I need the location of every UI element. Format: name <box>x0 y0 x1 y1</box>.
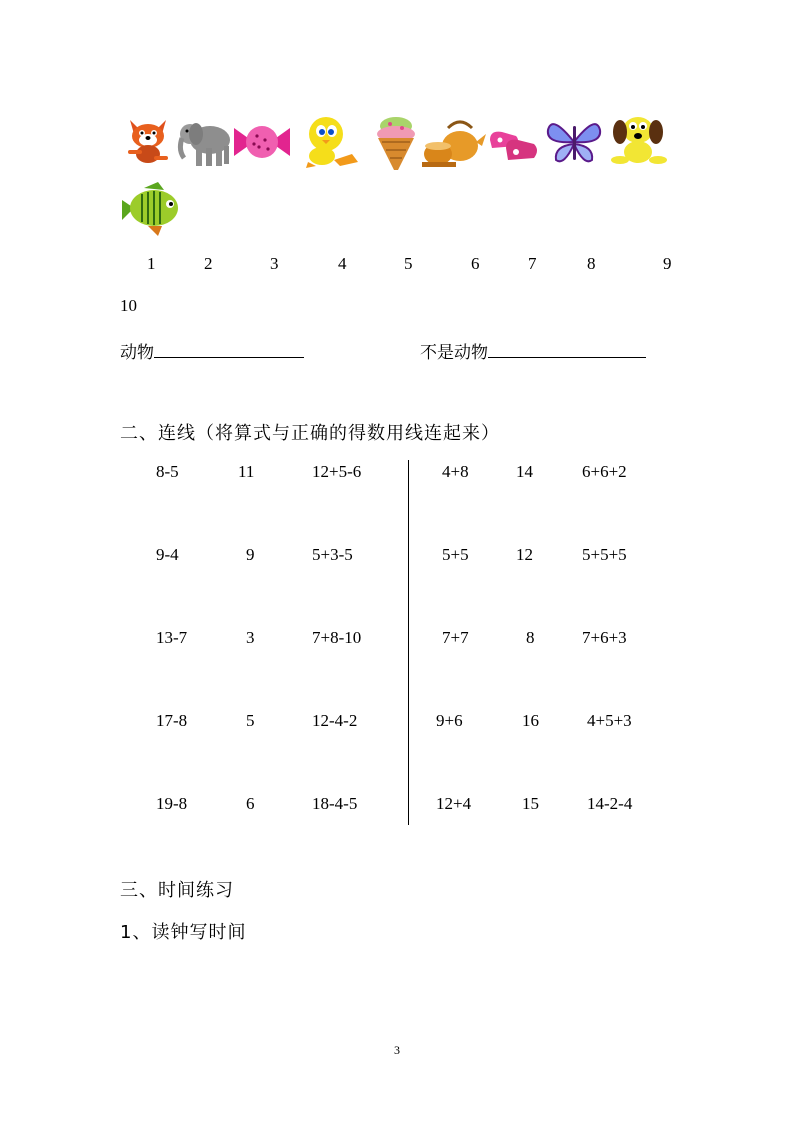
picture-number-7: 7 <box>528 254 537 273</box>
left-expr-4: 17-8 <box>156 711 188 730</box>
right-result-4: 16 <box>522 711 539 730</box>
picture-number-3: 3 <box>270 254 279 273</box>
fox-icon <box>120 112 176 168</box>
picture-number-10: 10 <box>120 296 137 315</box>
nonanimal-answer-line <box>420 338 646 363</box>
picture-number-6: 6 <box>471 254 480 273</box>
right-expr2-2: 5+5+5 <box>582 545 627 564</box>
left-expr-5: 19-8 <box>156 794 188 813</box>
picture-number-5: 5 <box>404 254 413 273</box>
column-divider <box>408 460 409 825</box>
left-result-3: 3 <box>246 628 255 647</box>
picture-number-4: 4 <box>338 254 347 273</box>
right-expr-4: 9+6 <box>436 711 463 730</box>
picture-number-9: 9 <box>663 254 672 273</box>
right-result-5: 15 <box>522 794 539 813</box>
bird-icon <box>300 112 362 170</box>
section3-title: 三、时间练习 <box>120 880 234 901</box>
picture-number-1: 1 <box>147 254 156 273</box>
right-result-3: 8 <box>526 628 535 647</box>
ice-cream-icon <box>372 112 420 172</box>
left-expr-2: 9-4 <box>156 545 179 564</box>
teapot-icon <box>420 114 486 170</box>
animal-answer-blank[interactable] <box>154 343 304 358</box>
nonanimal-label: 不是动物 <box>420 343 488 363</box>
right-expr-5: 12+4 <box>436 794 472 813</box>
left-expr2-1: 12+5-6 <box>312 462 362 481</box>
butterfly-icon <box>544 116 604 168</box>
left-expr-1: 8-5 <box>156 462 179 481</box>
right-expr-2: 5+5 <box>442 545 469 564</box>
nonanimal-answer-blank[interactable] <box>488 343 646 358</box>
page-number: 3 <box>394 1043 400 1057</box>
left-result-5: 6 <box>246 794 255 813</box>
shoes-icon <box>486 122 542 166</box>
left-result-4: 5 <box>246 711 255 730</box>
right-expr2-1: 6+6+2 <box>582 462 627 481</box>
left-result-1: 11 <box>238 462 255 481</box>
picture-number-8: 8 <box>587 254 596 273</box>
dog-icon <box>608 112 670 168</box>
section3-subtitle: 1、读钟写时间 <box>120 922 247 943</box>
right-result-1: 14 <box>516 462 533 481</box>
right-expr-1: 4+8 <box>442 462 469 481</box>
left-expr2-4: 12-4-2 <box>312 711 358 730</box>
left-expr2-2: 5+3-5 <box>312 545 353 564</box>
animal-answer-line <box>120 338 304 363</box>
right-expr-3: 7+7 <box>442 628 469 647</box>
animal-label: 动物 <box>120 343 154 363</box>
elephant-icon <box>176 114 234 170</box>
right-expr2-3: 7+6+3 <box>582 628 627 647</box>
right-expr2-5: 14-2-4 <box>587 794 633 813</box>
candy-icon <box>232 118 292 164</box>
right-result-2: 12 <box>516 545 533 564</box>
left-expr-3: 13-7 <box>156 628 188 647</box>
left-expr2-5: 18-4-5 <box>312 794 358 813</box>
fish-icon <box>118 180 182 238</box>
section2-title: 二、连线（将算式与正确的得数用线连起来） <box>120 423 500 444</box>
right-expr2-4: 4+5+3 <box>587 711 632 730</box>
left-result-2: 9 <box>246 545 255 564</box>
picture-number-2: 2 <box>204 254 213 273</box>
left-expr2-3: 7+8-10 <box>312 628 362 647</box>
